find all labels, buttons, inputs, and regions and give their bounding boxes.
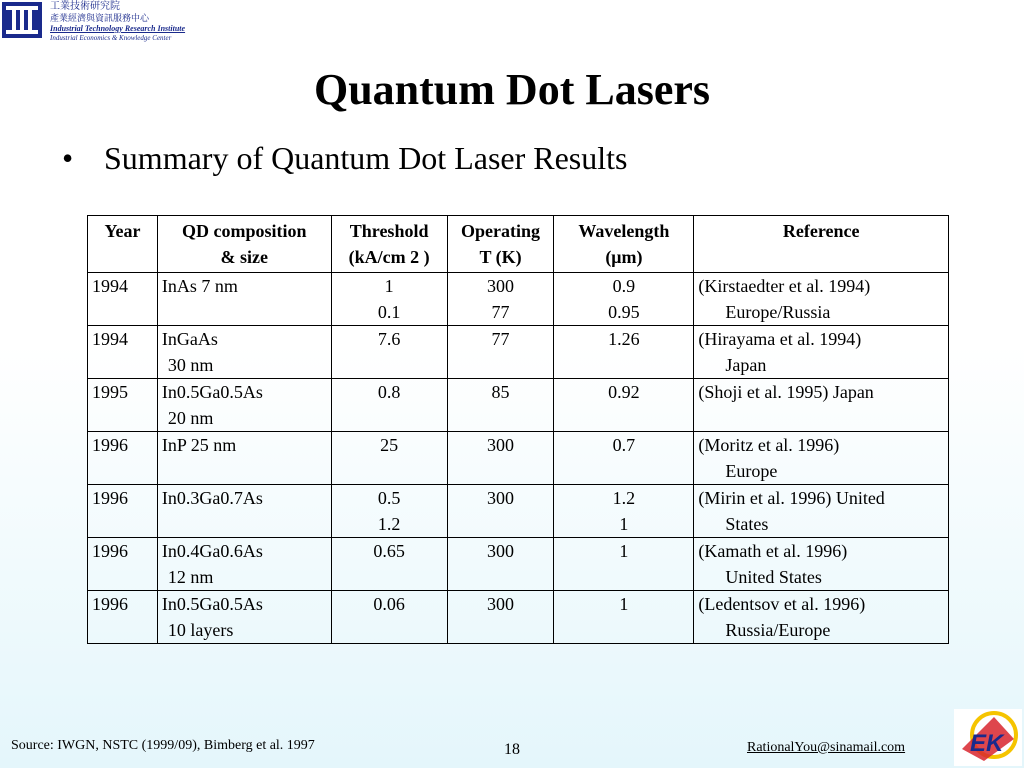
cell-threshold-text: 0.06 — [373, 594, 405, 614]
cell-qd-composition-text: 20 nm — [167, 408, 214, 428]
table-row — [88, 432, 949, 485]
cell-year — [88, 273, 158, 326]
org-name-en-2: Industrial Economics & Knowledge Center — [50, 34, 172, 42]
cell-year-text: 1996 — [92, 488, 128, 508]
cell-threshold-text: 0.1 — [377, 302, 401, 322]
cell-operating-temp-text: 300 — [487, 276, 515, 296]
cell-qd-composition — [157, 273, 331, 326]
cell-wavelength — [554, 432, 694, 485]
cell-operating-temp-text: 77 — [491, 329, 510, 349]
org-name-en-1: Industrial Technology Research Institute — [50, 24, 186, 33]
cell-reference-text: Russia/Europe — [725, 620, 831, 640]
cell-year-text: 1994 — [92, 329, 128, 349]
cell-qd-composition-text: In0.5Ga0.5As — [161, 594, 263, 614]
cell-year — [88, 485, 158, 538]
cell-wavelength-text: 1 — [619, 514, 629, 534]
cell-wavelength-text: 1.2 — [612, 488, 636, 508]
cell-threshold — [331, 538, 447, 591]
cell-threshold — [331, 432, 447, 485]
cell-qd-composition-text: InAs 7 nm — [161, 276, 238, 296]
header-threshold: Threshold (kA/cm 2 ) — [331, 216, 447, 273]
cell-threshold-text: 0.5 — [377, 488, 401, 508]
table-row — [88, 485, 949, 538]
cell-reference-text: United States — [725, 567, 822, 587]
cell-year-text: 1996 — [92, 594, 128, 614]
cell-operating-temp — [447, 485, 554, 538]
cell-operating-temp — [447, 379, 554, 432]
ek-logo-text: EK — [970, 730, 1004, 757]
cell-reference — [694, 591, 949, 644]
cell-reference-text: (Hirayama et al. 1994) — [698, 329, 862, 349]
cell-reference — [694, 432, 949, 485]
cell-qd-composition — [157, 538, 331, 591]
cell-reference — [694, 485, 949, 538]
cell-threshold — [331, 485, 447, 538]
cell-wavelength-text: 0.92 — [608, 382, 640, 402]
cell-reference — [694, 326, 949, 379]
cell-operating-temp-text: 300 — [487, 594, 515, 614]
cell-qd-composition-text: In0.3Ga0.7As — [161, 488, 263, 508]
cell-operating-temp-text: 77 — [491, 302, 510, 322]
itri-logo-icon — [2, 2, 42, 38]
cell-wavelength-text: 1 — [619, 594, 629, 614]
org-name-zh-1: 工業技術研究院 — [50, 1, 120, 12]
cell-threshold-text: 7.6 — [377, 329, 401, 349]
bullet-symbol: • — [62, 140, 74, 176]
bullet-item — [62, 136, 627, 180]
cell-qd-composition — [157, 591, 331, 644]
cell-reference — [694, 273, 949, 326]
cell-reference-text: Europe/Russia — [725, 302, 831, 322]
page-number: 18 — [504, 741, 520, 758]
cell-qd-composition — [157, 326, 331, 379]
organization-name — [50, 1, 185, 43]
cell-qd-composition-text: InGaAs — [161, 329, 218, 349]
header-year: Year — [88, 216, 158, 273]
cell-reference-text: Japan — [725, 355, 767, 375]
cell-qd-composition-text: InP 25 nm — [161, 435, 237, 455]
cell-qd-composition — [157, 379, 331, 432]
cell-qd-composition — [157, 432, 331, 485]
cell-operating-temp — [447, 432, 554, 485]
cell-threshold-text: 1.2 — [377, 514, 401, 534]
table-header-row — [88, 216, 949, 273]
iek-logo-icon — [954, 709, 1022, 766]
org-name-zh-2: 產業經濟與資訊服務中心 — [50, 13, 150, 23]
header-operating-temp: Operating T (K) — [447, 216, 554, 273]
slide-title: Quantum Dot Lasers — [313, 65, 711, 114]
cell-threshold-text: 1 — [384, 276, 394, 296]
email-link[interactable]: RationalYou@sinamail.com — [747, 740, 906, 755]
cell-operating-temp-text: 300 — [487, 541, 515, 561]
cell-wavelength-text: 0.9 — [612, 276, 636, 296]
cell-operating-temp-text: 300 — [487, 435, 515, 455]
cell-wavelength — [554, 538, 694, 591]
cell-year — [88, 432, 158, 485]
cell-threshold-text: 0.8 — [377, 382, 401, 402]
cell-year — [88, 538, 158, 591]
cell-threshold-text: 0.65 — [373, 541, 405, 561]
cell-wavelength-text: 0.7 — [612, 435, 636, 455]
cell-reference-text: (Moritz et al. 1996) — [698, 435, 840, 455]
cell-reference-text: (Mirin et al. 1996) United — [698, 488, 885, 508]
cell-operating-temp — [447, 273, 554, 326]
cell-reference-text: Europe — [725, 461, 778, 481]
cell-reference-text: States — [725, 514, 769, 534]
cell-threshold — [331, 591, 447, 644]
cell-threshold-text: 25 — [380, 435, 399, 455]
cell-qd-composition — [157, 485, 331, 538]
table-body — [88, 273, 949, 644]
cell-year-text: 1996 — [92, 435, 128, 455]
cell-reference — [694, 538, 949, 591]
cell-wavelength-text: 1.26 — [608, 329, 640, 349]
table-row — [88, 591, 949, 644]
cell-year-text: 1996 — [92, 541, 128, 561]
header-wavelength: Wavelength (μm) — [554, 216, 694, 273]
cell-operating-temp — [447, 538, 554, 591]
header-qd-composition: QD composition & size — [157, 216, 331, 273]
cell-reference — [694, 379, 949, 432]
cell-threshold — [331, 326, 447, 379]
results-table — [87, 215, 949, 644]
cell-wavelength — [554, 326, 694, 379]
cell-wavelength — [554, 485, 694, 538]
cell-year — [88, 379, 158, 432]
cell-reference-text: (Kirstaedter et al. 1994) — [698, 276, 871, 296]
source-citation: Source: IWGN, NSTC (1999/09), Bimberg et al. 1997 — [11, 738, 315, 753]
bullet-text: Summary of Quantum Dot Laser Results — [104, 140, 628, 176]
table-row — [88, 538, 949, 591]
table-row — [88, 326, 949, 379]
cell-qd-composition-text: 30 nm — [167, 355, 214, 375]
cell-year-text: 1995 — [92, 382, 128, 402]
cell-wavelength — [554, 591, 694, 644]
cell-operating-temp — [447, 591, 554, 644]
cell-wavelength-text: 1 — [619, 541, 629, 561]
cell-year — [88, 326, 158, 379]
cell-wavelength — [554, 379, 694, 432]
cell-wavelength — [554, 273, 694, 326]
cell-wavelength-text: 0.95 — [608, 302, 640, 322]
cell-threshold — [331, 379, 447, 432]
cell-reference-text: (Ledentsov et al. 1996) — [698, 594, 866, 614]
cell-threshold — [331, 273, 447, 326]
cell-year — [88, 591, 158, 644]
cell-qd-composition-text: 12 nm — [167, 567, 214, 587]
cell-reference-text: (Kamath et al. 1996) — [698, 541, 848, 561]
header-reference: Reference — [694, 216, 949, 273]
table-row — [88, 273, 949, 326]
cell-operating-temp-text: 85 — [491, 382, 510, 402]
cell-reference-text: (Shoji et al. 1995) Japan — [698, 382, 874, 402]
cell-qd-composition-text: In0.5Ga0.5As — [161, 382, 263, 402]
cell-year-text: 1994 — [92, 276, 128, 296]
cell-operating-temp-text: 300 — [487, 488, 515, 508]
cell-qd-composition-text: 10 layers — [167, 620, 234, 640]
table-row — [88, 379, 949, 432]
cell-qd-composition-text: In0.4Ga0.6As — [161, 541, 263, 561]
cell-operating-temp — [447, 326, 554, 379]
